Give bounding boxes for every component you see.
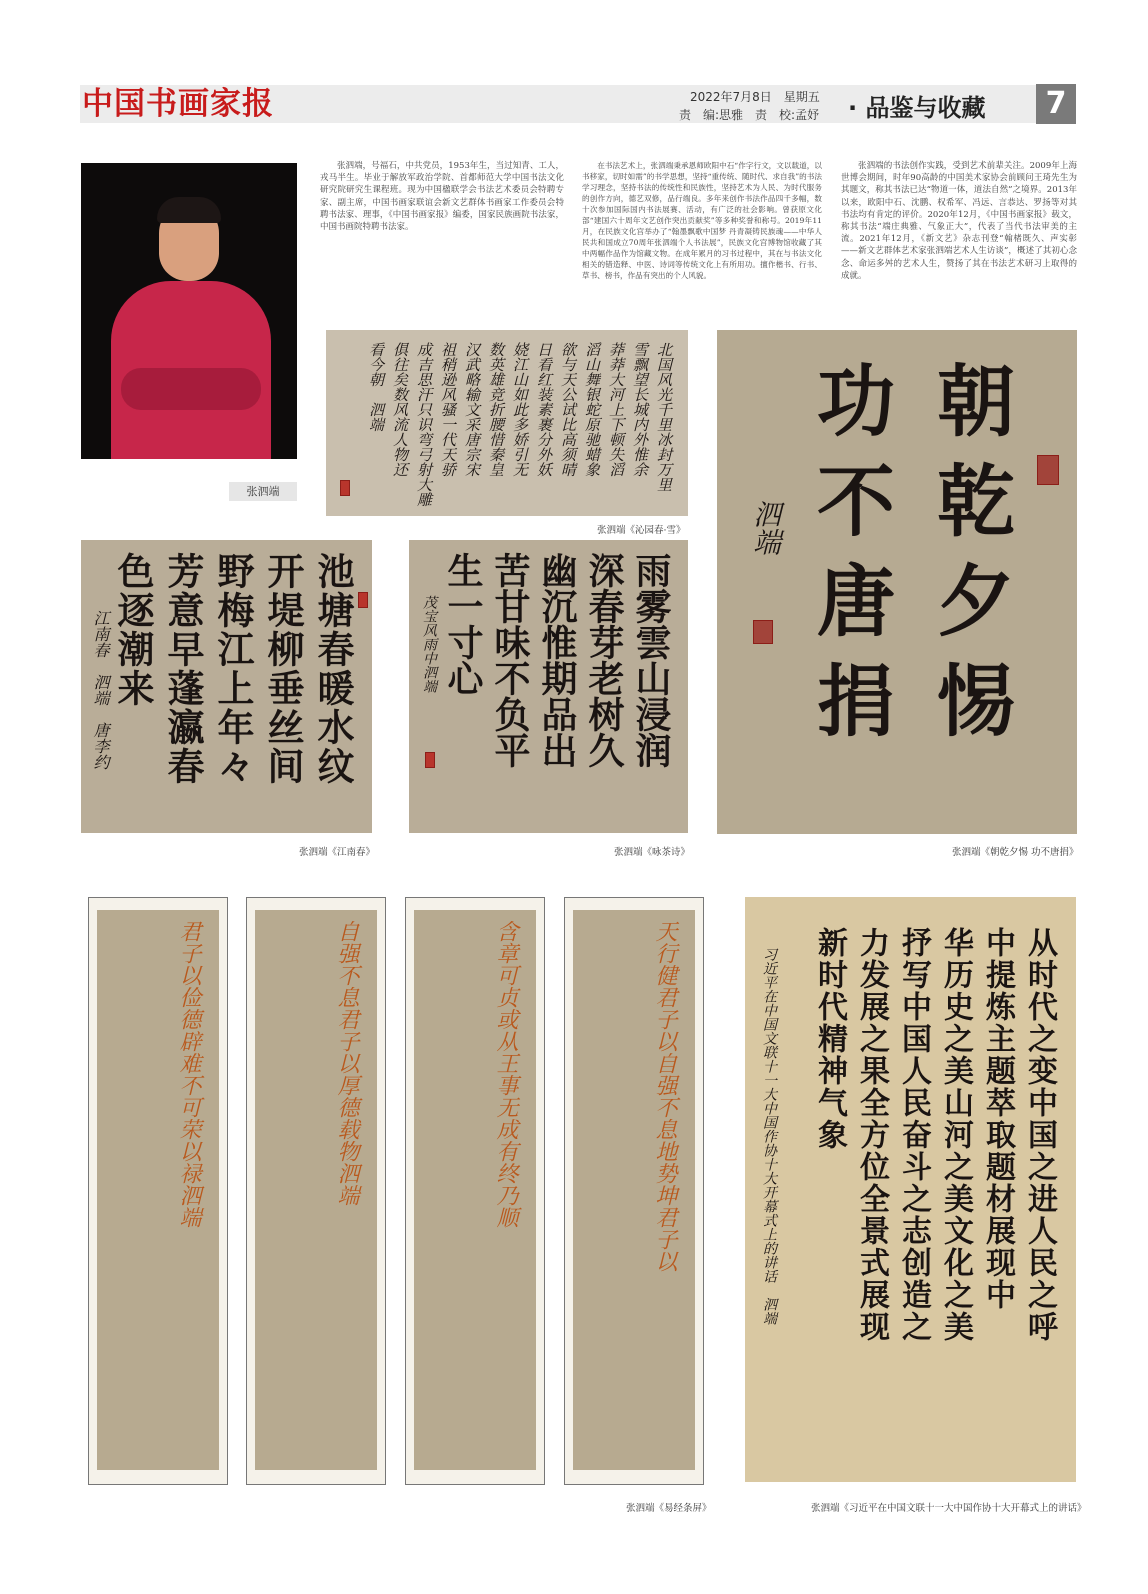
article-paragraph-2: 在书法艺术上，张泗端秉承恩师欧阳中石“作字行文，文以载道，以书移家，切时如需”的书学思想，坚持“重传统、随时代、求自我”的书法学习理念，坚持书法的传统性和民族性，坚持艺术为人民、为时代服务的创作方向，德艺双修，品行端良。多年来创作书法作品四千多幅，数十次参加国际国内书法展赛、活动，有广泛的社会影响。曾获原文化部“建国六十周年文艺创作突出贡献奖”等多种奖誉和称号。2019年11月，在民族文化宫举办了“翰墨飘歌中国梦 丹青凝铸民族魂——中华人民共和国成立70周年张泗端个人书法展”，民族文化宫博物馆收藏了其中两幅作品作为馆藏文物。在成年累月的习书过程中，其在与书法文化相关的错造释、中医、诗词等传统文化上有所用功。擅作楷书、行书、草书、榜书，作品有突出的个人风貌。 [582,161,822,280]
artwork-qinyuanchun [326,330,688,516]
scroll-text: 天行健君子以自强不息地势坤君子以 [652,920,677,1272]
jiangnanchun-text: 池塘春暖水纹 开堤柳垂丝间 野梅江上年々 芳意早蓬瀛春 色逐潮来 [111,552,355,786]
page-number: 7 [1036,84,1076,124]
zhaoqian-signature: 泗端 [749,500,782,556]
seal-stamp [340,480,350,496]
seal-stamp [358,592,368,608]
seal-stamp [1037,455,1059,485]
scroll-panel-1 [88,897,228,1485]
speech-signature: 习近平在中国文联十一大中国作协十大开幕式上的讲话 泗端 [761,947,777,1325]
article-column-1 [320,160,564,233]
scroll-panel-2 [246,897,386,1485]
issue-date: 2022年7月8日 星期五 [690,90,820,104]
portrait-hair [157,197,221,223]
seal-stamp [425,752,435,768]
editor-credits: 责 编:思雅 责 校:孟妤 [679,108,820,122]
article-column-2 [582,160,822,281]
speech-text: 从时代之变中国之进人民之呼 中提炼主题萃取题材展现中 华历史之美山河之美文化之美 抒写中国人民奋斗之志创造之 力发展之果全方位全景式展现 新时代精神气象 [812,927,1057,1343]
caption-qinyuanchun: 张泗端《沁园春·雪》 [597,525,686,536]
zhaoqian-text: 朝乾夕惕 功不唐捐 [804,360,1015,760]
artwork-yongcha [409,540,688,833]
scroll-paper [97,910,219,1470]
artwork-zhaoqian [717,330,1077,834]
scroll-paper [573,910,695,1470]
newspaper-logo: 中国书画家报 [82,86,274,122]
portrait-photo [81,163,297,459]
section-title: · 品鉴与收藏 [848,94,986,122]
scroll-text: 含章可贞或从王事无成有终乃顺 [493,920,518,1228]
scroll-paper [414,910,536,1470]
scroll-panel-4 [564,897,704,1485]
article-paragraph-3: 张泗端的书法创作实践，受到艺术前辈关注。2009年上海世博会期间，时年90高龄的中国美术家协会前顾问王琦先生为其题文，称其书法已达“物道一体，道法自然”之境界。2013年以来，欧阳中石、沈鹏、权希军、冯远、言恭达、罗扬等对其书法均有肯定的评价。2020年12月，《中国书画家报》载文，称其书法“端庄典雅、气象正大”，代表了当代书法审美的主流。2021年12月，《新文艺》杂志刊登“翰楮既久、声实彰——新文艺群体艺术家张泗端艺术人生访谈”，概述了其初心念念、命运多舛的艺术人生，赞扬了其在书法艺术研习上取得的成就。 [841,161,1077,281]
article-paragraph-1: 张泗端，号福石，中共党员，1953年生，当过知青、工人，戎马半生。毕业于解放军政治学院、首都师范大学中国书法文化研究院研究生课程班。现为中国楹联学会书法艺术委员会特聘专家、副主席，中国书画家联谊会新文艺群体书画家工作委员会特聘书法家、理事，《中国书画家报》编委，国家民族画院书法家，中国书画院特聘书法家。 [320,161,564,233]
caption-yijing: 张泗端《易经条屏》 [626,1503,712,1514]
yongcha-text: 雨雾雲山浸润 深春芽老树久 幽沉惟期品出 苦甘味不负平 生一寸心 [442,552,672,768]
caption-speech: 张泗端《习近平在中国文联十一大中国作协十大开幕式上的讲话》 [811,1503,1087,1514]
portrait-arms [121,368,261,410]
yongcha-signature: 茂宝风雨中泗端 [421,595,437,693]
caption-zhaoqian: 张泗端《朝乾夕惕 功不唐捐》 [952,847,1079,858]
scroll-panel-3 [405,897,545,1485]
scroll-text: 君子以俭德辟难不可荣以禄泗端 [176,920,201,1228]
scroll-paper [255,910,377,1470]
seal-stamp [753,620,773,644]
article-column-3 [841,160,1077,282]
scroll-text: 自强不息君子以厚德载物泗端 [334,920,359,1206]
jiangnanchun-signature: 江南春 泗端 唐李约 [91,610,110,770]
caption-jiangnanchun: 张泗端《江南春》 [299,847,376,858]
caption-yongcha: 张泗端《咏茶诗》 [614,847,691,858]
portrait-caption: 张泗端 [229,482,297,501]
artwork-speech [745,897,1076,1482]
artwork-jiangnanchun [81,540,372,833]
qinyuanchun-text: 北国风光千里冰封万里 雪飘望长城内外惟余 莽莽大河上下顿失滔 滔山舞银蛇原驰蜡象 欲与天公试比高须晴 日看红装素裹分外妖 娆江山如此多娇引无 数英雄竞折腰惜秦皇 汉武略输文采唐宗宋 祖稍逊风骚一代天骄 成吉思汗只识弯弓射大雕 俱往矣数风流人物还 看今朝 泗端 [367,342,673,507]
